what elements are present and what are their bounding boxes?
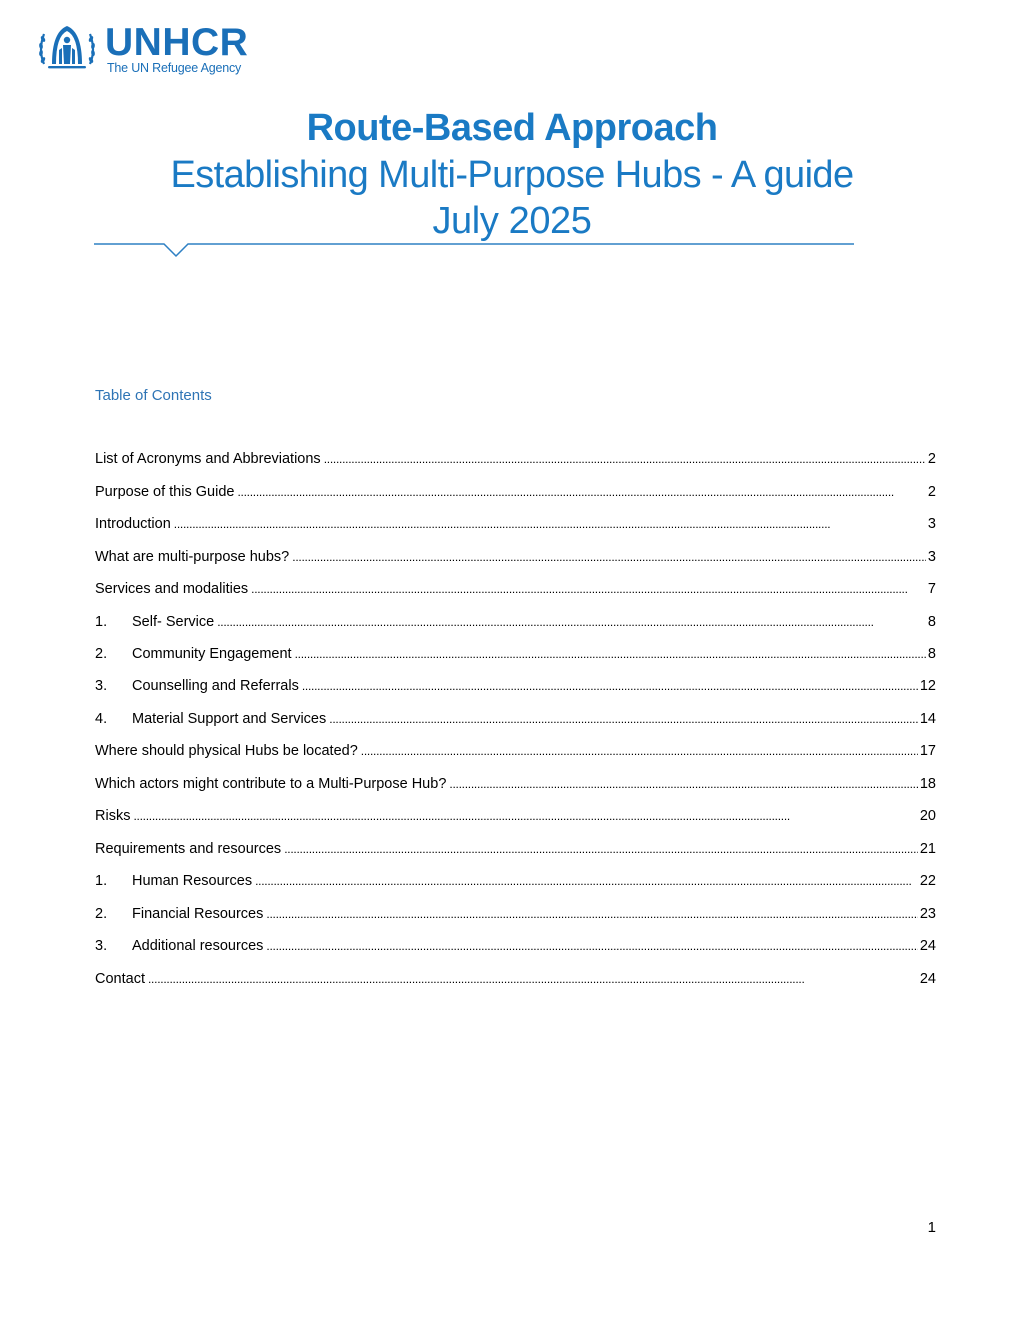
toc-entry-page: 2 [927,484,936,500]
unhcr-emblem-icon [34,20,100,76]
toc-entry-page: 3 [927,516,936,532]
toc-entry[interactable] [95,773,936,795]
toc-entry-number: 4. [95,711,108,727]
toc-dot-leader [217,611,926,633]
toc-entry-page: 20 [919,808,936,824]
toc-dot-leader [449,773,917,795]
title-divider [94,240,854,264]
toc-entry-page: 3 [927,549,936,565]
toc-entry-title: Introduction [95,516,171,532]
toc-dot-leader [148,968,918,990]
toc-entry-title: Requirements and resources [95,841,282,857]
toc-entry[interactable] [95,546,936,568]
toc-entry-page: 24 [919,971,936,987]
toc-entry-number: 3. [95,678,108,694]
toc-entry-title: What are multi-purpose hubs? [95,549,290,565]
toc-entry[interactable] [95,481,936,503]
toc-entry[interactable] [95,903,936,925]
toc-entry[interactable] [95,838,936,860]
toc-entry[interactable] [95,513,936,535]
toc-dot-leader [284,838,918,860]
toc-dot-leader [292,546,926,568]
document-title: Route-Based Approach [306,107,718,149]
toc-entry[interactable] [95,805,936,827]
document-subtitle: Establishing Multi-Purpose Hubs - A guide [170,154,854,196]
toc-entry-title: Which actors might contribute to a Multi-Purpose Hub? [95,776,447,792]
toc-entry-page: 24 [919,938,936,954]
toc-entry-page: 23 [919,906,936,922]
toc-entry-page: 17 [919,743,936,759]
toc-dot-leader [329,708,918,730]
toc-dot-leader [295,643,926,665]
toc-entry-title: Services and modalities [95,581,249,597]
toc-dot-leader [324,448,926,470]
toc-entry[interactable] [95,578,936,600]
toc-entry-title: Contact [95,971,145,987]
toc-entry-title: Community Engagement [132,646,292,662]
toc-entry-title: Counselling and Referrals [132,678,299,694]
logo-tagline: The UN Refugee Agency [107,61,242,75]
toc-entry-number: 1. [95,614,108,630]
toc-entry-page: 2 [927,451,936,467]
toc-entry-page: 14 [919,711,936,727]
toc-entry[interactable] [95,870,936,892]
toc-entry[interactable] [95,643,936,665]
toc-heading: Table of Contents [95,387,212,404]
toc-entry-title: Risks [95,808,131,824]
toc-dot-leader [255,870,918,892]
toc-dot-leader [302,675,918,697]
toc-entry-number: 3. [95,938,108,954]
unhcr-logo [34,20,274,80]
toc-entry[interactable] [95,675,936,697]
toc-entry-number: 2. [95,646,108,662]
toc-dot-leader [251,578,926,600]
toc-entry[interactable] [95,968,936,990]
toc-entry-number: 2. [95,906,108,922]
toc-entry-number: 1. [95,873,108,889]
toc-dot-leader [266,903,917,925]
toc-entry-page: 21 [919,841,936,857]
toc-dot-leader [133,805,917,827]
toc-entry-title: Purpose of this Guide [95,484,235,500]
toc-entry-page: 22 [919,873,936,889]
toc-entry-page: 18 [919,776,936,792]
toc-dot-leader [266,935,917,957]
toc-dot-leader [174,513,926,535]
page-number: 1 [927,1219,936,1236]
toc-entry-title: Material Support and Services [132,711,327,727]
toc-entry-page: 8 [927,646,936,662]
toc-entry[interactable] [95,611,936,633]
toc-entry-page: 12 [919,678,936,694]
toc-entry-page: 8 [927,614,936,630]
toc-entry-title: Additional resources [132,938,264,954]
toc-entry-title: Financial Resources [132,906,264,922]
toc-entry-title: Human Resources [132,873,253,889]
toc-entry-title: List of Acronyms and Abbreviations [95,451,321,467]
toc-entry[interactable] [95,935,936,957]
toc-entry[interactable] [95,448,936,470]
toc-entry-page: 7 [927,581,936,597]
toc-dot-leader [237,481,925,503]
toc-entry-title: Where should physical Hubs be located? [95,743,358,759]
document-date: July 2025 [432,200,592,242]
toc-entry[interactable] [95,740,936,762]
logo-wordmark: UNHCR [105,21,249,64]
toc-entry-title: Self- Service [132,614,215,630]
toc-dot-leader [361,740,918,762]
toc-entry[interactable] [95,708,936,730]
